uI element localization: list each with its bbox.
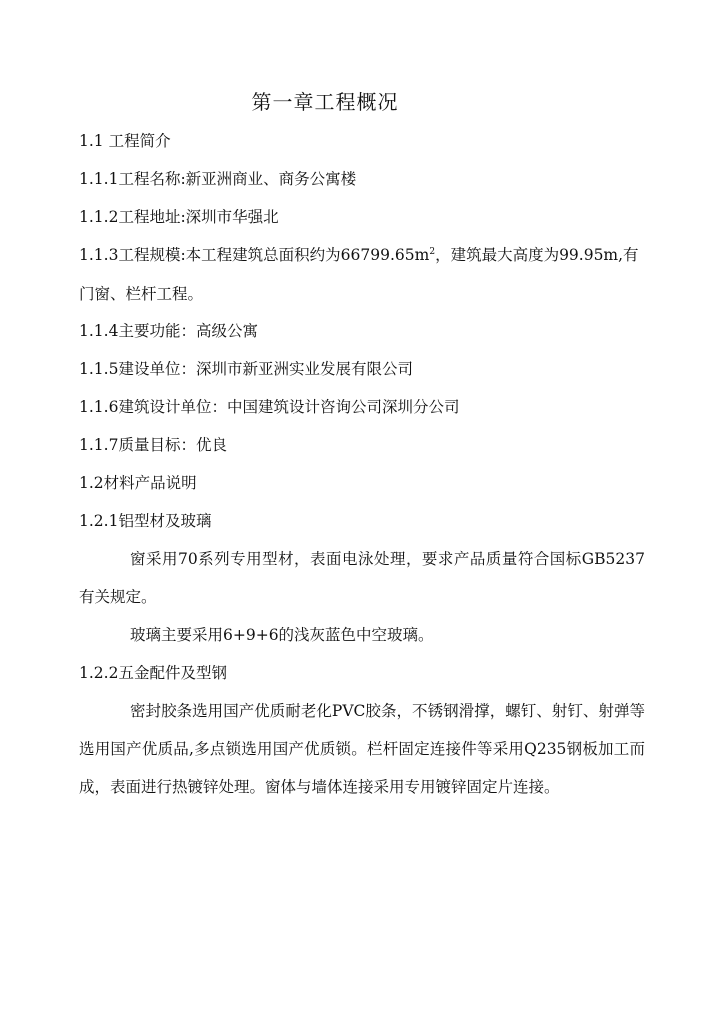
quality-target-line: 1.1.7质量目标：优良 xyxy=(79,436,227,454)
main-function-line: 1.1.4主要功能：高级公寓 xyxy=(79,322,258,340)
superscript-2: 2 xyxy=(429,246,436,257)
subsection-heading-1-2-1: 1.2.1铝型材及玻璃 xyxy=(79,512,212,530)
subsection-heading-1-2-2: 1.2.2五金配件及型钢 xyxy=(79,664,227,682)
section-heading-1-2: 1.2材料产品说明 xyxy=(79,474,197,492)
aluminum-paragraph: 窗采用70系列专用型材，表面电泳处理，要求产品质量符合国标GB5237有关规定。 xyxy=(79,550,645,606)
project-name-line: 1.1.1工程名称:新亚洲商业、商务公寓楼 xyxy=(79,170,357,188)
section-heading-1-1: 1.1 工程简介 xyxy=(79,132,171,150)
designer-line: 1.1.6建筑设计单位：中国建筑设计咨询公司深圳分公司 xyxy=(79,398,460,416)
project-scale-text: 1.1.3工程规模:本工程建筑总面积约为66799.65m xyxy=(79,246,430,264)
hardware-paragraph: 密封胶条选用国产优质耐老化PVC胶条，不锈钢滑撑，螺钉、射钉、射弹等选用国产优质品,多点锁选用国产优质锁。栏杆固定连接件等采用Q235钢板加工而成，表面进行热镀锌处理。窗体与墙体连接采用专用镀锌固定片连接。 xyxy=(79,702,645,796)
project-scale-line xyxy=(79,245,639,265)
project-scale-text-cont: ，建筑最大高度为99.95m,有 xyxy=(435,246,639,264)
developer-line: 1.1.5建设单位：深圳市新亚洲实业发展有限公司 xyxy=(79,360,413,378)
project-address-line: 1.1.2工程地址:深圳市华强北 xyxy=(79,208,279,226)
glass-paragraph: 玻璃主要采用6+9+6的浅灰蓝色中空玻璃。 xyxy=(130,626,434,644)
project-scale-continuation: 门窗、栏杆工程。 xyxy=(79,285,204,303)
chapter-title: 第一章工程概况 xyxy=(251,90,399,114)
